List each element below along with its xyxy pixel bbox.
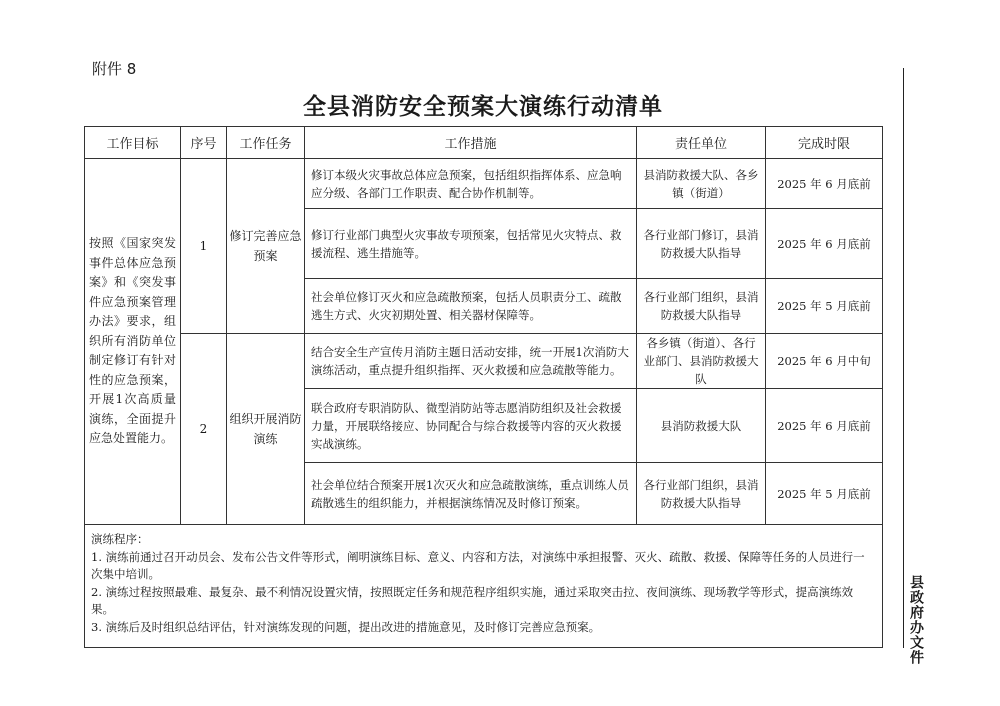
task-cell: 修订完善应急预案 [227,159,305,334]
procedure-item: 2. 演练过程按照最难、最复杂、最不利情况设置灾情，按照既定任务和规范程序组织实施，通过采取突击拉、夜间演练、现场教学等形式，提高演练效果。 [91,584,854,616]
header-task: 工作任务 [227,127,305,159]
seq-cell: 2 [181,334,227,525]
deadline-cell: 2025 年 5 月底前 [766,463,883,525]
unit-cell: 县消防救援大队、各乡镇（街道） [637,159,766,209]
header-deadline: 完成时限 [766,127,883,159]
measure-cell: 社会单位结合预案开展1次灭火和应急疏散演练，重点训练人员疏散逃生的组织能力，并根据演练情况及时修订预案。 [305,463,637,525]
task-cell: 组织开展消防演练 [227,334,305,525]
side-label: 县政府办文件 [908,575,924,665]
procedure-item: 1. 演练前通过召开动员会、发布公告文件等形式，阐明演练目标、意义、内容和方法，对演练中承担报警、灭火、疏散、救援、保障等任务的人员进行一次集中培训。 [91,549,865,581]
attachment-label: 附件 8 [92,60,137,78]
goal-cell: 按照《国家突发事件总体应急预案》和《突发事件应急预案管理办法》要求，组织所有消防单位制定修订有针对性的应急预案，开展1次高质量演练，全面提升应急处置能力。 [85,159,181,525]
unit-cell: 各行业部门修订，县消防救援大队指导 [637,209,766,279]
action-table [84,126,883,648]
deadline-cell: 2025 年 5 月底前 [766,279,883,334]
measure-cell: 联合政府专职消防队、微型消防站等志愿消防组织及社会救援力量，开展联络接应、协同配合与综合救援等内容的灭火救援实战演练。 [305,389,637,463]
table-row [85,334,883,389]
procedure-row [85,525,883,648]
side-divider [903,68,904,648]
procedure-cell [85,525,883,648]
unit-cell: 县消防救援大队 [637,389,766,463]
unit-cell: 各乡镇（街道）、各行业部门、县消防救援大队 [637,334,766,389]
measure-cell: 修订行业部门典型火灾事故专项预案，包括常见火灾特点、救援流程、逃生措施等。 [305,209,637,279]
header-goal: 工作目标 [85,127,181,159]
procedure-heading: 演练程序： [91,532,149,546]
deadline-cell: 2025 年 6 月底前 [766,209,883,279]
header-measure: 工作措施 [305,127,637,159]
deadline-cell: 2025 年 6 月底前 [766,389,883,463]
unit-cell: 各行业部门组织，县消防救援大队指导 [637,463,766,525]
header-row [85,127,883,159]
header-unit: 责任单位 [637,127,766,159]
measure-cell: 结合安全生产宣传月消防主题日活动安排，统一开展1次消防大演练活动，重点提升组织指挥、灭火救援和应急疏散等能力。 [305,334,637,389]
deadline-cell: 2025 年 6 月中旬 [766,334,883,389]
table-row [85,159,883,209]
measure-cell: 修订本级火灾事故总体应急预案，包括组织指挥体系、应急响应分级、各部门工作职责、配合协作机制等。 [305,159,637,209]
seq-cell: 1 [181,159,227,334]
page-title: 全县消防安全预案大演练行动清单 [303,94,663,120]
procedure-item: 3. 演练后及时组织总结评估，针对演练发现的问题，提出改进的措施意见，及时修订完善应急预案。 [91,619,601,634]
measure-cell: 社会单位修订灭火和应急疏散预案，包括人员职责分工、疏散逃生方式、火灾初期处置、相关器材保障等。 [305,279,637,334]
unit-cell: 各行业部门组织，县消防救援大队指导 [637,279,766,334]
header-seq: 序号 [181,127,227,159]
deadline-cell: 2025 年 6 月底前 [766,159,883,209]
